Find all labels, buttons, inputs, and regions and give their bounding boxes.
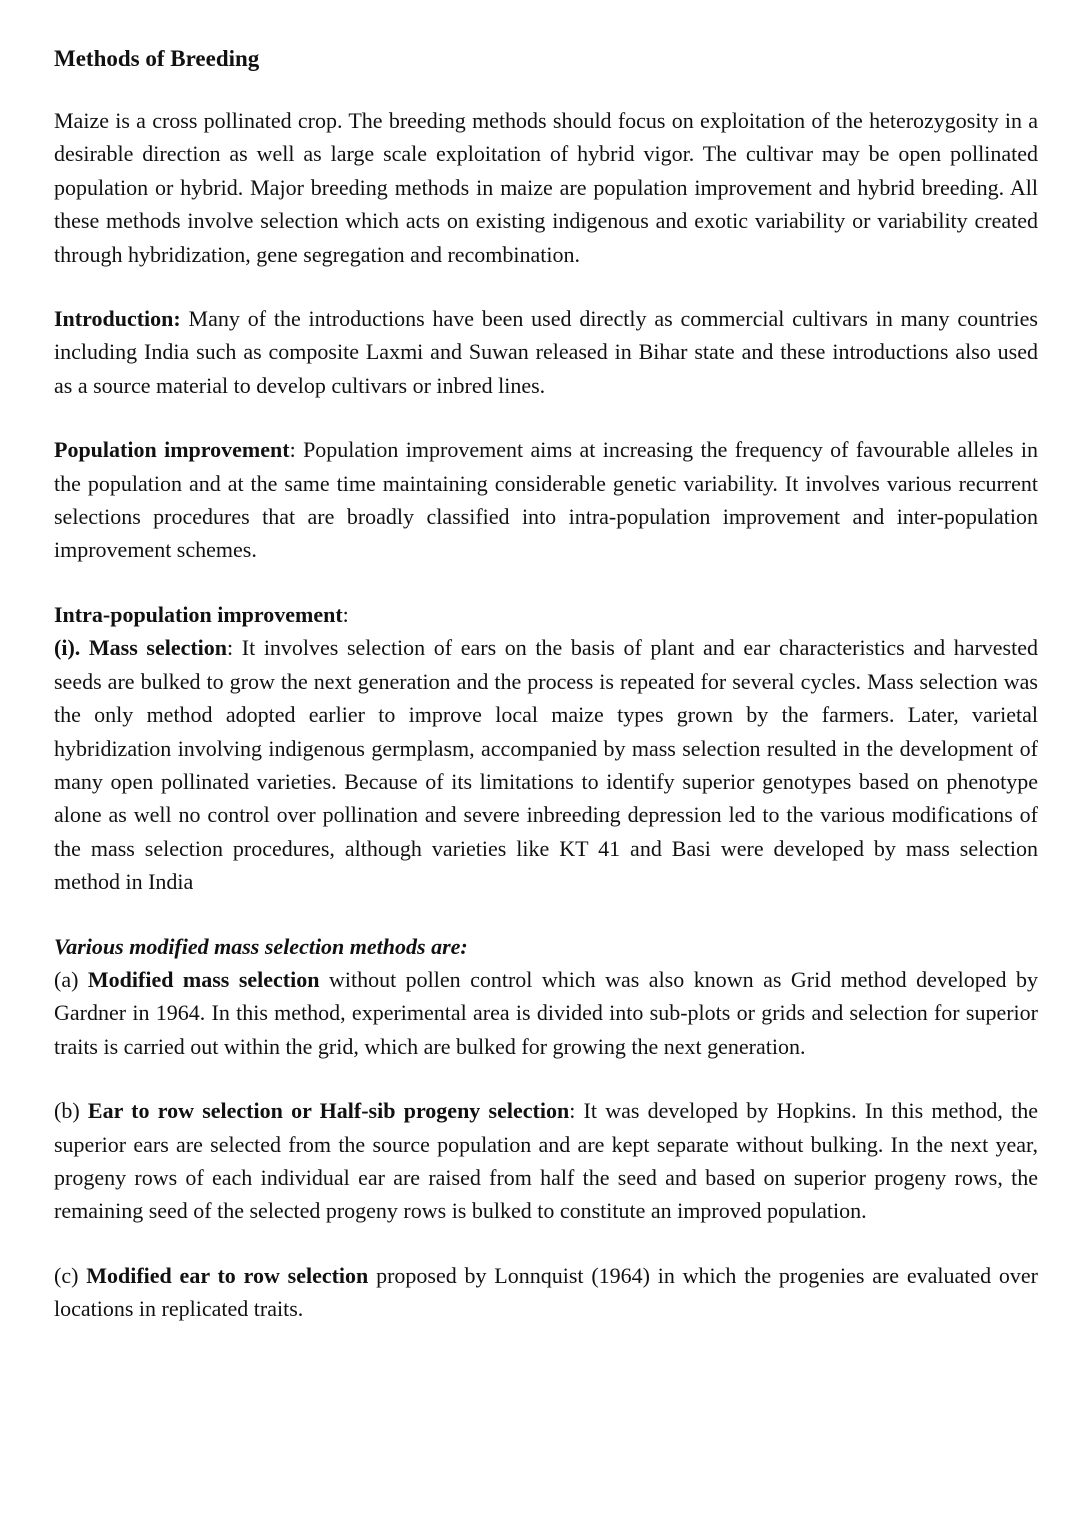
method-a-text: without pollen control which was also known as Grid method developed by Gardner in 1964. In this method, experimental area is divided into sub-plots or grids and selection for superior traits is carried out within the grid, which are bulked for growing the next generation. xyxy=(54,966,1038,1059)
method-a-lead: Modified mass selection xyxy=(87,966,320,992)
method-c-lead: Modified ear to row selection xyxy=(86,1262,369,1288)
introduction-text: Many of the introductions have been used directly as commercial cultivars in many countries including India such as composite Laxmi and Suwan released in Bihar state and these introductions also used as a source material to develop cultivars or inbred lines. xyxy=(54,306,1038,398)
intro-paragraph: Maize is a cross pollinated crop. The breeding methods should focus on exploitation of the heterozygosity in a desirable direction as well as large scale exploitation of hybrid vigor. The cultivar may be open pollinated population or hybrid. Major breeding methods in maize are population improvement and hybrid breeding. All these methods involve selection which acts on existing indigenous and exotic variability or variability created through hybridization, gene segregation and recombination. xyxy=(54,108,1038,267)
population-improvement-paragraph xyxy=(54,433,1038,567)
method-b-lead: Ear to row selection or Half-sib progeny selection xyxy=(87,1098,570,1124)
population-improvement-lead: Population improvement xyxy=(54,437,290,463)
method-b-text: : It was developed by Hopkins. In this method, the superior ears are selected from the source population and are kept separate without bulking. In the next year, progeny rows of each individual ear are raised from half the seed and based on superior progeny rows, the remaining seed of the selected progeny rows is bulked to constitute an improved population. xyxy=(54,1098,1038,1224)
method-a-prefix: (a) xyxy=(54,966,88,992)
method-a-paragraph xyxy=(54,963,1038,1063)
page-title: Methods of Breeding xyxy=(54,46,260,71)
intra-population-heading xyxy=(54,598,1038,631)
introduction-paragraph xyxy=(54,302,1038,402)
method-c-paragraph xyxy=(54,1259,1038,1326)
document-page xyxy=(54,42,1038,1326)
method-b-prefix: (b) xyxy=(54,1098,88,1124)
intra-population-heading-text: Intra-population improvement xyxy=(54,601,343,627)
introduction-lead: Introduction: xyxy=(54,306,181,332)
method-c-text: proposed by Lonnquist (1964) in which the progenies are evaluated over locations in replicated traits. xyxy=(54,1262,1039,1322)
mass-selection-text: : It involves selection of ears on the basis of plant and ear characteristics and harvested seeds are bulked to grow the next generation and the process is repeated for several cycles. Mass selection was the only method adopted earlier to improve local maize types grown by the farmers. Later, varietal hybridization involving indigenous germplasm, accompanied by mass selection resulted in the development of many open pollinated varieties. Because of its limitations to identify superior genotypes based on phenotype alone as well no control over pollination and severe inbreeding depression led to the various modifications of the mass selection procedures, although varieties like KT 41 and Basi were developed by mass selection method in India xyxy=(54,635,1038,895)
intra-population-heading-suffix: : xyxy=(342,601,349,627)
population-improvement-text: : Population improvement aims at increasing the frequency of favourable alleles in the population and at the same time maintaining considerable genetic variability. It involves various recurrent selections procedures that are broadly classified into intra-population improvement and inter-population improvement schemes. xyxy=(54,437,1039,563)
method-c-prefix: (c) xyxy=(54,1262,87,1288)
modified-methods-heading: Various modified mass selection methods are: xyxy=(54,933,468,959)
mass-selection-paragraph xyxy=(54,631,1038,898)
method-b-paragraph xyxy=(54,1094,1038,1228)
mass-selection-lead: (i). Mass selection xyxy=(54,635,228,661)
